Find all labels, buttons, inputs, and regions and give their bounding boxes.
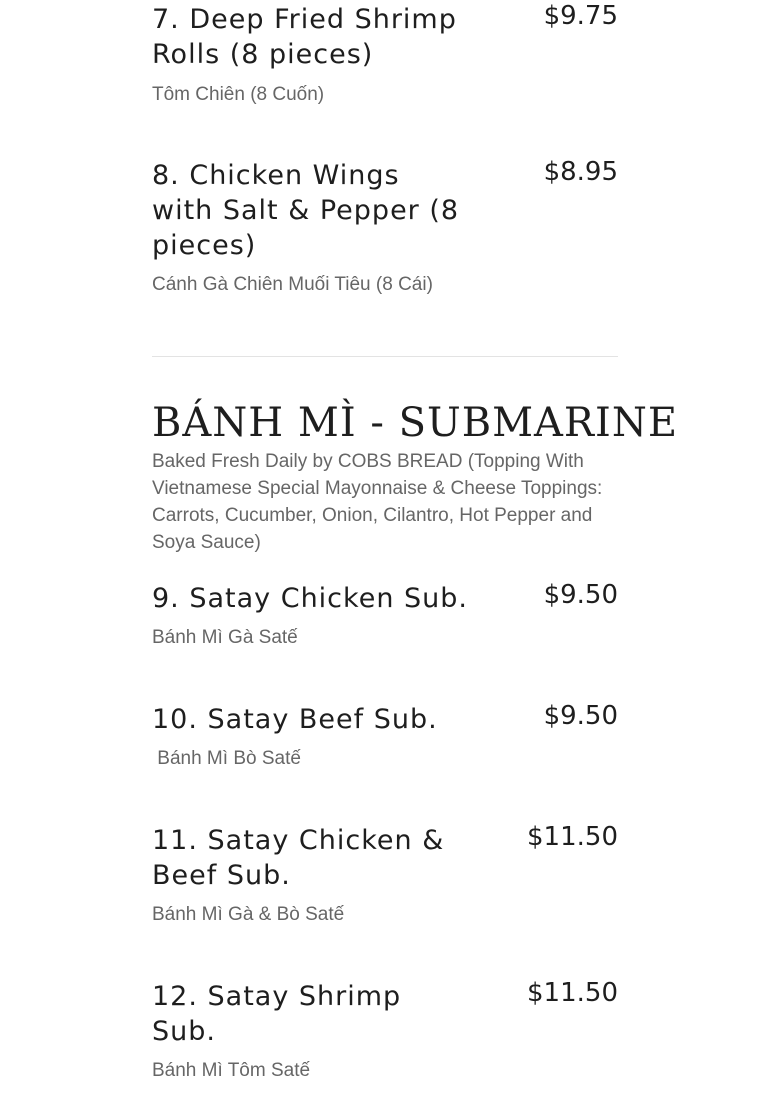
menu-item-price: $11.50 bbox=[527, 822, 618, 852]
menu-item-price: $9.75 bbox=[543, 1, 618, 31]
menu-item-price: $9.50 bbox=[543, 580, 618, 610]
menu-item-vietnamese-name: Bánh Mì Gà Satế bbox=[152, 627, 298, 648]
menu-item-price: $11.50 bbox=[527, 978, 618, 1008]
section-title: BÁNH MÌ - SUBMARINE bbox=[152, 400, 679, 446]
menu-item-name: 10. Satay Beef Sub. bbox=[152, 704, 438, 735]
menu-item-vietnamese-name: Bánh Mì Bò Satế bbox=[152, 748, 301, 769]
menu-item-name: 11. Satay Chicken & Beef Sub. bbox=[152, 825, 454, 891]
menu-item-name: 9. Satay Chicken Sub. bbox=[152, 583, 468, 614]
menu-item-price: $9.50 bbox=[543, 701, 618, 731]
section-description: Baked Fresh Daily by COBS BREAD (Topping With Vietnamese Special Mayonnaise & Cheese Toppings: Carrots, Cucumber, Onion, Cilantro, Hot Pepper and Soya Sauce) bbox=[152, 451, 603, 553]
menu-item-name: 8. Chicken Wings with Salt & Pepper (8 pieces) bbox=[152, 160, 469, 261]
menu-item-vietnamese-name: Tôm Chiên (8 Cuốn) bbox=[152, 84, 325, 105]
menu-item-vietnamese-name: Bánh Mì Gà & Bò Satế bbox=[152, 904, 345, 925]
menu-item-name: 12. Satay Shrimp Sub. bbox=[152, 981, 411, 1047]
menu-item-vietnamese-name: Bánh Mì Tôm Satế bbox=[152, 1060, 311, 1081]
menu-item-vietnamese-name: Cánh Gà Chiên Muối Tiêu (8 Cái) bbox=[152, 274, 433, 295]
section-divider bbox=[152, 356, 618, 357]
menu-item-price: $8.95 bbox=[543, 157, 618, 187]
menu-item-name: 7. Deep Fried Shrimp Rolls (8 pieces) bbox=[152, 4, 467, 70]
